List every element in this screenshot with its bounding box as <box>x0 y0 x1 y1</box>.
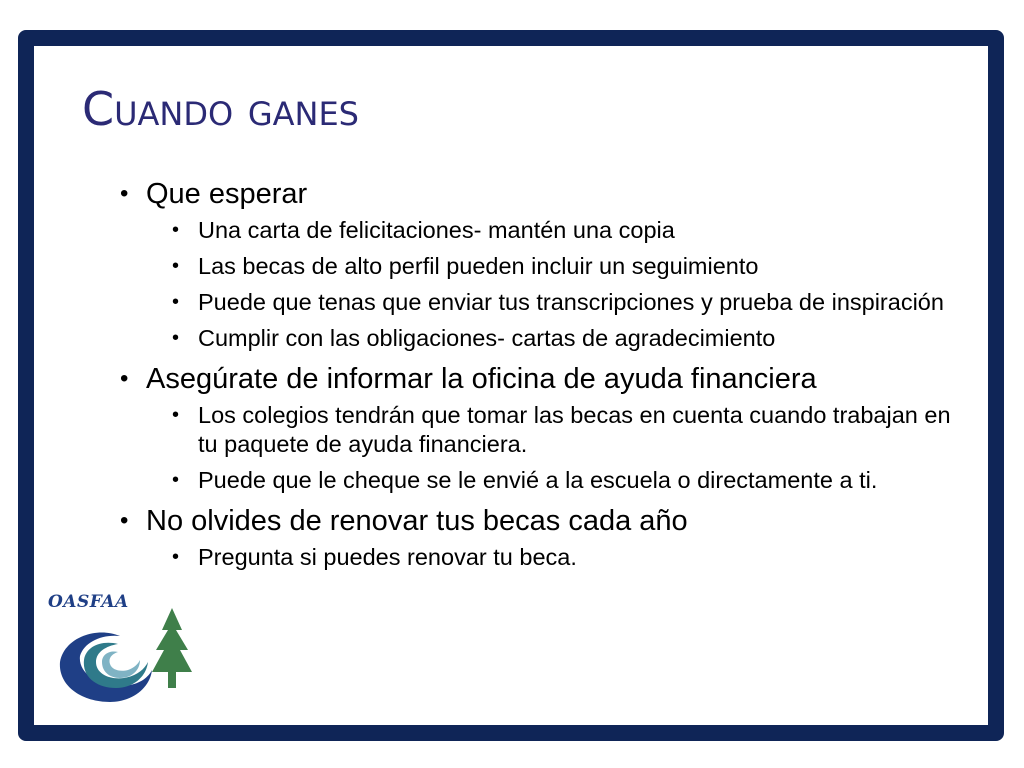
oasfaa-logo <box>40 590 210 710</box>
bullet-item <box>120 503 960 572</box>
sub-bullet-item <box>172 324 960 353</box>
slide-title: Cuando ganes <box>82 82 359 136</box>
bullet-item <box>120 176 960 353</box>
logo-text: OASFAA <box>48 592 129 612</box>
sub-bullet-text: Los colegios tendrán que tomar las becas en cuenta cuando trabajan en tu paquete de ayuda financiera. <box>198 402 951 457</box>
wave-inner <box>102 651 140 678</box>
sub-bullet-text: Las becas de alto perfil pueden incluir un seguimiento <box>198 253 759 279</box>
sub-bullet-text: Cumplir con las obligaciones- cartas de agradecimiento <box>198 325 776 351</box>
sub-bullet-item <box>172 401 960 459</box>
sub-bullet-item <box>172 543 960 572</box>
sub-bullet-item <box>172 252 960 281</box>
bullet-text: No olvides de renovar tus becas cada año <box>146 505 688 537</box>
sub-bullet-item <box>172 216 960 245</box>
sub-bullet-item <box>172 288 960 317</box>
bullet-text: Que esperar <box>146 178 308 210</box>
sub-bullet-text: Puede que le cheque se le envié a la escuela o directamente a ti. <box>198 467 878 493</box>
sub-bullet-list <box>146 401 960 495</box>
sub-bullet-list <box>146 543 960 572</box>
wave-tree-icon <box>40 590 210 710</box>
sub-bullet-list <box>146 216 960 353</box>
bullet-item <box>120 361 960 495</box>
bullet-list <box>120 176 960 572</box>
sub-bullet-text: Una carta de felicitaciones- mantén una copia <box>198 217 675 243</box>
sub-bullet-text: Puede que tenas que enviar tus transcripciones y prueba de inspiración <box>198 289 944 315</box>
bullet-text: Asegúrate de informar la oficina de ayuda financiera <box>146 363 817 395</box>
tree <box>152 608 192 688</box>
slide-content <box>120 176 960 580</box>
sub-bullet-text: Pregunta si puedes renovar tu beca. <box>198 544 577 570</box>
sub-bullet-item <box>172 466 960 495</box>
